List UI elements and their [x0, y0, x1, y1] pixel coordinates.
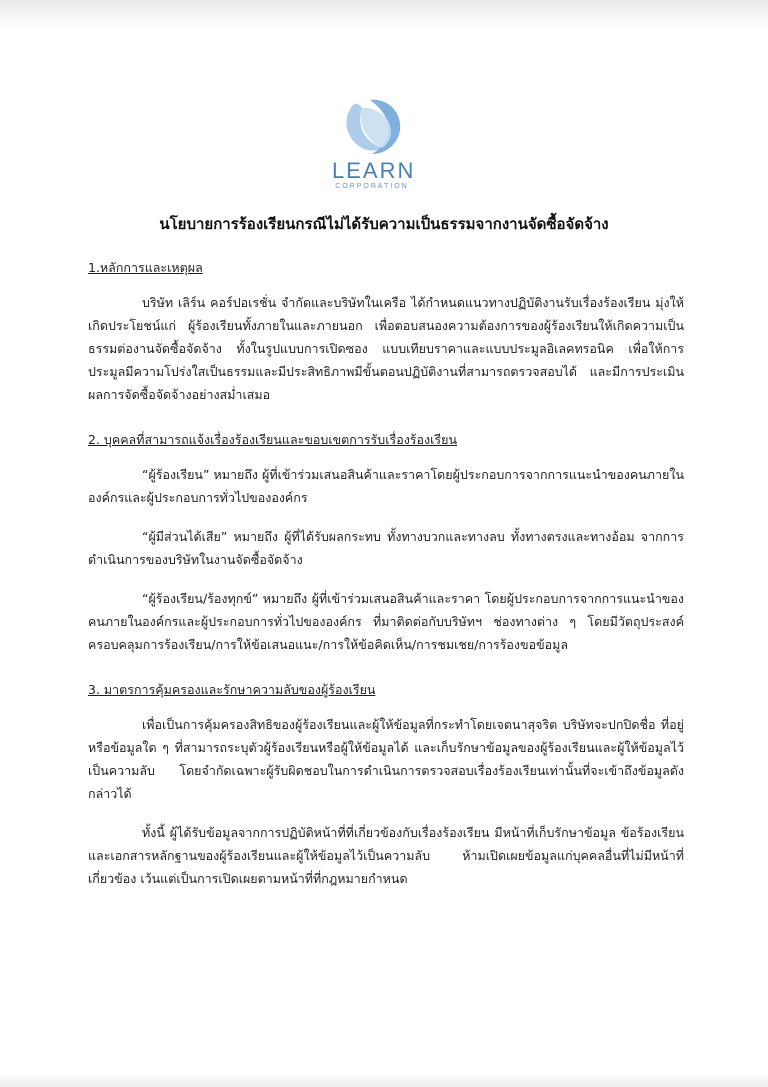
paragraph: “ผู้ร้องเรียน/ร้องทุกข์” หมายถึง ผู้ที่เข้าร่วมเสนอสินค้าและราคา โดยผู้ประกอบการจากการแนะนำของคนภายในองค์กรและผู้ประกอบการทั่วไปขององค์กร ที่มาติดต่อกับบริษัทฯ ช่องทางต่าง ๆ โดยมีวัตถุประสงค์ครอบคลุมการร้องเรียน/การให้ข้อเสนอแนะ/การให้ข้อคิดเห็น/การชมเชย/การร้องขอข้อมูล	[88, 591, 684, 652]
section-heading: 3. มาตรการคุ้มครองและรักษาความลับของผู้ร้องเรียน	[88, 682, 376, 697]
logo-subtitle: CORPORATION	[335, 183, 409, 190]
company-logo	[332, 98, 416, 194]
scan-edge-top	[0, 0, 768, 30]
section-complainants-scope	[88, 428, 684, 656]
section-protection-confidentiality	[88, 678, 684, 890]
paragraph: ทั้งนี้ ผู้ได้รับข้อมูลจากการปฏิบัติหน้าที่ที่เกี่ยวข้องกับเรื่องร้องเรียน มีหน้าที่เก็บรักษาข้อมูล ข้อร้องเรียน และเอกสารหลักฐานของผู้ร้องเรียนและผู้ให้ข้อมูลไว้เป็นความลับ ห้ามเปิดเผยข้อมูลแก่บุคคลอื่นที่ไม่มีหน้าที่เกี่ยวข้อง เว้นแต่เป็นการเปิดเผยตามหน้าที่ที่กฎหมายกำหนด	[88, 825, 684, 886]
document-title: นโยบายการร้องเรียนกรณีไม่ได้รับความเป็นธรรมจากงานจัดซื้อจัดจ้าง	[159, 215, 609, 233]
paragraph: “ผู้ร้องเรียน” หมายถึง ผู้ที่เข้าร่วมเสนอสินค้าและราคาโดยผู้ประกอบการจากการแนะนำของคนภายในองค์กรและผู้ประกอบการทั่วไปขององค์กร	[88, 467, 684, 505]
scan-edge-bottom	[0, 1073, 768, 1087]
paragraph: บริษัท เลิร์น คอร์ปอเรชั่น จำกัดและบริษัทในเครือ ได้กำหนดแนวทางปฏิบัติงานรับเรื่องร้องเรียน มุ่งให้เกิดประโยชน์แก่ ผู้ร้องเรียนทั้งภายในและภายนอก เพื่อตอบสนองความต้องการของผู้ร้องเรียนให้เกิดความเป็นธรรมต่องานจัดซื้อจัดจ้าง ทั้งในรูปแบบการเปิดซอง แบบเทียบราคาและแบบประมูลอิเลคทรอนิค เพื่อให้การประมูลมีความโปร่งใสเป็นธรรมและมีประสิทธิภาพมีขั้นตอนปฏิบัติงานที่สามารถตรวจสอบได้ และมีการประเมินผลการจัดซื้อจัดจ้างอย่างสม่ำเสมอ	[88, 295, 684, 402]
document-body	[88, 256, 684, 906]
logo-wordmark: LEARN	[332, 158, 416, 183]
logo-mark-icon	[340, 98, 404, 156]
paragraph: “ผู้มีส่วนได้เสีย” หมายถึง ผู้ที่ได้รับผลกระทบ ทั้งทางบวกและทางลบ ทั้งทางตรงและทางอ้อม จากการดำเนินการของบริษัทในงานจัดซื้อจัดจ้าง	[88, 529, 684, 567]
section-principles	[88, 256, 684, 406]
section-heading: 2. บุคคลที่สามารถแจ้งเรื่องร้องเรียนและขอบเขตการรับเรื่องร้องเรียน	[88, 432, 457, 447]
paragraph: เพื่อเป็นการคุ้มครองสิทธิของผู้ร้องเรียนและผู้ให้ข้อมูลที่กระทำโดยเจตนาสุจริต บริษัทจะปกปิดชื่อ ที่อยู่ หรือข้อมูลใด ๆ ที่สามารถระบุตัวผู้ร้องเรียนหรือผู้ให้ข้อมูลได้ และเก็บรักษาข้อมูลของผู้ร้องเรียนและผู้ให้ข้อมูลไว้เป็นความลับ โดยจำกัดเฉพาะผู้รับผิดชอบในการดำเนินการตรวจสอบเรื่องร้องเรียนเท่านั้นที่จะเข้าถึงข้อมูลดังกล่าวได้	[88, 717, 684, 801]
section-heading: 1.หลักการและเหตุผล	[88, 260, 203, 275]
